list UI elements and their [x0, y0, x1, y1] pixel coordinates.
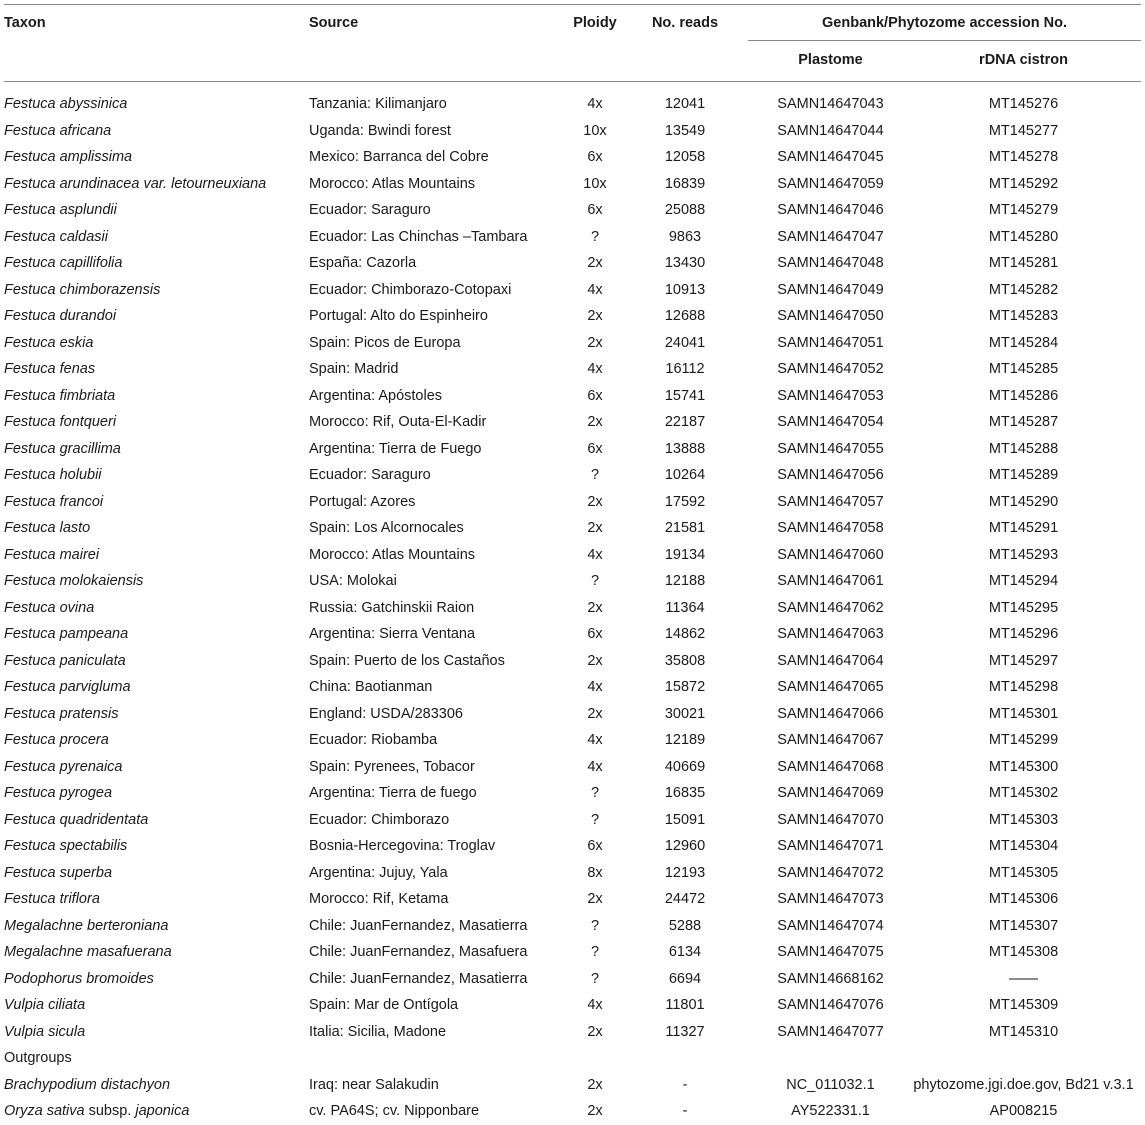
- plastome-cell: SAMN14647047: [777, 228, 884, 245]
- reads-cell: 12041: [664, 96, 706, 112]
- reads-cell: 25088: [664, 202, 706, 218]
- plastome-cell: SAMN14647055: [777, 440, 884, 457]
- table-row: [4, 224, 1141, 251]
- rdna-cell: MT145308: [988, 944, 1059, 960]
- rdna-cell: MT145292: [988, 175, 1059, 192]
- ploidy-cell: 2x: [587, 1023, 603, 1040]
- accession-subheader-rule: [748, 40, 1141, 41]
- taxon-cell: Festuca amplissima: [4, 149, 133, 165]
- taxon-cell: Vulpia ciliata: [4, 997, 86, 1013]
- reads-cell: -: [682, 1076, 688, 1093]
- source-cell: England: USDA/283306: [309, 705, 463, 722]
- source-cell: Spain: Madrid: [309, 361, 399, 377]
- reads-cell: 5288: [668, 917, 702, 934]
- source-cell: Morocco: Rif, Outa-El-Kadir: [309, 414, 487, 430]
- source-cell: Morocco: Rif, Ketama: [309, 891, 449, 907]
- source-cell: Spain: Picos de Europa: [309, 334, 461, 351]
- ploidy-cell: 2x: [587, 891, 603, 907]
- rdna-cell: MT145289: [988, 467, 1059, 483]
- taxon-cell: Festuca paniculata: [4, 652, 126, 669]
- ploidy-cell: ?: [590, 811, 600, 828]
- reads-cell: 12960: [664, 838, 706, 854]
- ploidy-cell: ?: [590, 228, 600, 245]
- header-ploidy: Ploidy: [573, 15, 617, 31]
- source-cell: Uganda: Bwindi forest: [309, 122, 451, 139]
- table-row: [4, 197, 1141, 224]
- taxon-cell: Festuca pyrogea: [4, 785, 113, 801]
- ploidy-cell: 2x: [587, 414, 603, 430]
- reads-cell: 13888: [664, 440, 706, 457]
- ploidy-cell: 2x: [587, 1103, 603, 1119]
- rdna-cell: MT145302: [988, 785, 1059, 801]
- outgroup-row: [4, 1072, 1141, 1099]
- table-row: [4, 701, 1141, 728]
- source-cell: cv. PA64S; cv. Nipponbare: [309, 1103, 480, 1119]
- source-cell: Argentina: Tierra de fuego: [309, 785, 477, 801]
- plastome-cell: SAMN14647058: [777, 520, 884, 536]
- rdna-cell: MT145279: [988, 202, 1059, 218]
- ploidy-cell: ?: [590, 917, 600, 934]
- plastome-cell: SAMN14647072: [777, 864, 884, 881]
- plastome-cell: SAMN14647063: [777, 626, 884, 642]
- plastome-cell: SAMN14647052: [777, 361, 884, 377]
- taxon-cell: Festuca fenas: [4, 361, 96, 377]
- taxon-cell: Festuca molokaiensis: [4, 573, 144, 589]
- table-row: [4, 595, 1141, 622]
- ploidy-cell: 4x: [587, 361, 603, 377]
- reads-cell: 16839: [664, 175, 706, 192]
- rdna-cell: MT145294: [988, 573, 1059, 589]
- rdna-cell: MT145277: [988, 122, 1059, 139]
- taxon-cell: Festuca arundinacea var. letourneuxiana: [4, 175, 267, 192]
- taxon-cell: Festuca caldasii: [4, 228, 108, 245]
- reads-cell: 24472: [664, 891, 706, 907]
- table-row: [4, 648, 1141, 675]
- rdna-cell: MT145284: [988, 334, 1059, 351]
- plastome-cell: SAMN14647043: [777, 96, 884, 112]
- rdna-cell: MT145283: [988, 308, 1059, 324]
- rdna-cell: MT145286: [988, 387, 1059, 404]
- rdna-cell: MT145290: [988, 493, 1059, 510]
- table-row: [4, 966, 1141, 993]
- ploidy-cell: 8x: [587, 864, 603, 881]
- reads-cell: 15741: [664, 387, 706, 404]
- header-taxon: Taxon: [4, 15, 46, 31]
- reads-cell: 11801: [665, 997, 705, 1013]
- plastome-cell: SAMN14647059: [777, 175, 884, 192]
- table-row: [4, 886, 1141, 913]
- rdna-cell: MT145310: [988, 1023, 1059, 1040]
- reads-cell: 15872: [664, 679, 706, 695]
- ploidy-cell: 6x: [587, 626, 603, 642]
- source-cell: Tanzania: Kilimanjaro: [309, 96, 447, 112]
- outgroups-label: Outgroups: [4, 1050, 72, 1066]
- table-row: [4, 913, 1141, 940]
- reads-cell: 16112: [665, 361, 705, 377]
- ploidy-cell: ?: [590, 944, 600, 960]
- plastome-cell: SAMN14647053: [777, 387, 884, 404]
- table-row: [4, 330, 1141, 357]
- header-plastome: Plastome: [798, 52, 863, 68]
- rdna-cell: MT145287: [988, 414, 1059, 430]
- table-row: [4, 436, 1141, 463]
- taxon-cell: [4, 1076, 170, 1094]
- reads-cell: 21581: [664, 520, 706, 536]
- ploidy-cell: 2x: [587, 520, 603, 536]
- reads-cell: 35808: [664, 652, 706, 669]
- source-cell: Chile: JuanFernandez, Masatierra: [309, 917, 528, 934]
- table-row: [4, 383, 1141, 410]
- source-cell: China: Baotianman: [309, 679, 433, 695]
- plastome-cell: SAMN14647048: [777, 255, 884, 271]
- taxon-cell: Festuca pampeana: [4, 626, 129, 642]
- taxon-cell: [4, 1102, 189, 1120]
- ploidy-cell: 2x: [587, 705, 603, 722]
- ploidy-cell: 6x: [587, 838, 603, 854]
- source-cell: Ecuador: Riobamba: [309, 732, 438, 748]
- source-cell: Spain: Mar de Ontígola: [309, 997, 459, 1013]
- outgroups-label-row: [4, 1045, 1141, 1072]
- rdna-cell: MT145307: [988, 917, 1059, 934]
- table-row: [4, 807, 1141, 834]
- rdna-cell: MT145295: [988, 599, 1059, 616]
- source-cell: Ecuador: Chimborazo: [309, 811, 450, 828]
- rdna-cell: phytozome.jgi.doe.gov, Bd21 v.3.1: [913, 1076, 1134, 1093]
- taxon-cell: Festuca procera: [4, 732, 109, 748]
- table-row: [4, 91, 1141, 118]
- header-reads: No. reads: [651, 15, 719, 31]
- reads-cell: 12688: [664, 308, 706, 324]
- source-cell: Mexico: Barranca del Cobre: [309, 149, 489, 165]
- plastome-cell: SAMN14647046: [777, 202, 884, 218]
- taxon-cell: Festuca abyssinica: [4, 96, 128, 112]
- ploidy-cell: 6x: [587, 440, 603, 457]
- rdna-cell: MT145278: [988, 149, 1059, 165]
- taxon-cell: Festuca africana: [4, 122, 112, 139]
- plastome-cell: SAMN14647068: [777, 758, 884, 775]
- plastome-cell: SAMN14668162: [777, 970, 884, 987]
- plastome-cell: SAMN14647061: [777, 573, 884, 589]
- table-row: [4, 250, 1141, 277]
- plastome-cell: SAMN14647069: [777, 785, 884, 801]
- table-row: [4, 992, 1141, 1019]
- source-cell: Ecuador: Chimborazo-Cotopaxi: [309, 281, 512, 298]
- plastome-cell: SAMN14647050: [777, 308, 884, 324]
- plastome-cell: SAMN14647056: [777, 467, 884, 483]
- source-cell: Chile: JuanFernandez, Masatierra: [309, 970, 528, 987]
- header-accession-group: Genbank/Phytozome accession No.: [822, 15, 1067, 31]
- ploidy-cell: 6x: [587, 387, 603, 404]
- ploidy-cell: 2x: [587, 334, 603, 351]
- table-body: [4, 91, 1141, 1125]
- ploidy-cell: 2x: [587, 308, 603, 324]
- plastome-cell: SAMN14647074: [777, 917, 884, 934]
- taxon-cell: Festuca gracillima: [4, 440, 121, 457]
- ploidy-cell: 2x: [587, 599, 603, 616]
- plastome-cell: SAMN14647057: [777, 493, 884, 510]
- rdna-cell: MT145298: [988, 679, 1059, 695]
- reads-cell: 12188: [664, 573, 706, 589]
- plastome-cell: SAMN14647062: [777, 599, 884, 616]
- plastome-cell: AY522331.1: [791, 1103, 870, 1119]
- ploidy-cell: 10x: [583, 175, 607, 192]
- rdna-cell: MT145300: [988, 758, 1059, 775]
- reads-cell: 16835: [664, 785, 706, 801]
- reads-cell: 17592: [664, 493, 706, 510]
- header-rdna: rDNA cistron: [979, 52, 1068, 68]
- taxon-cell: Festuca asplundii: [4, 202, 117, 218]
- rdna-cell: MT145303: [988, 811, 1059, 828]
- taxon-name: Brachypodium distachyon: [4, 1076, 171, 1093]
- source-cell: Bosnia-Hercegovina: Troglav: [309, 838, 496, 854]
- rdna-cell: MT145301: [988, 705, 1059, 722]
- table-row: [4, 1019, 1141, 1046]
- taxon-cell: Festuca holubii: [4, 467, 102, 483]
- reads-cell: 10913: [664, 281, 706, 298]
- reads-cell: 14862: [664, 626, 706, 642]
- header-bottom-rule: [4, 81, 1141, 82]
- taxon-cell: Podophorus bromoides: [4, 970, 154, 987]
- plastome-cell: SAMN14647067: [777, 732, 884, 748]
- ploidy-cell: 4x: [587, 997, 603, 1013]
- ploidy-cell: 2x: [587, 255, 603, 271]
- table-row: [4, 303, 1141, 330]
- taxon-cell: Festuca quadridentata: [4, 811, 149, 828]
- reads-cell: 12193: [664, 864, 706, 881]
- taxon-cell: Megalachne berteroniana: [4, 917, 169, 934]
- table-row: [4, 939, 1141, 966]
- table-row: [4, 727, 1141, 754]
- source-cell: Argentina: Jujuy, Yala: [309, 864, 448, 881]
- ploidy-cell: 4x: [587, 96, 603, 112]
- rdna-cell: MT145288: [988, 440, 1059, 457]
- source-cell: Spain: Los Alcornocales: [309, 520, 464, 536]
- source-cell: Portugal: Azores: [309, 493, 416, 510]
- table-row: [4, 515, 1141, 542]
- taxon-cell: Festuca fontqueri: [4, 414, 117, 430]
- table-row: [4, 118, 1141, 145]
- rdna-cell: MT145305: [988, 864, 1059, 881]
- taxon-cell: Festuca ovina: [4, 599, 95, 616]
- source-cell: Argentina: Tierra de Fuego: [309, 440, 482, 457]
- ploidy-cell: 2x: [587, 652, 603, 669]
- source-cell: Argentina: Apóstoles: [309, 387, 443, 404]
- ploidy-cell: 4x: [587, 546, 603, 563]
- source-cell: Spain: Puerto de los Castaños: [309, 652, 505, 669]
- table-row: [4, 144, 1141, 171]
- plastome-cell: SAMN14647070: [777, 811, 884, 828]
- reads-cell: 6134: [668, 944, 702, 960]
- plastome-cell: SAMN14647077: [777, 1023, 884, 1040]
- rdna-cell: MT145280: [988, 228, 1059, 245]
- table-row: [4, 489, 1141, 516]
- table-row: [4, 462, 1141, 489]
- rdna-cell: AP008215: [989, 1103, 1058, 1119]
- ploidy-cell: ?: [590, 573, 600, 589]
- table-row: [4, 568, 1141, 595]
- reads-cell: 24041: [664, 334, 706, 351]
- ploidy-cell: 10x: [583, 122, 607, 139]
- taxon-cell: Festuca mairei: [4, 546, 100, 563]
- rdna-cell: MT145306: [988, 891, 1059, 907]
- ploidy-cell: 4x: [587, 281, 603, 298]
- rdna-cell: MT145276: [988, 96, 1059, 112]
- taxon-cell: Festuca pratensis: [4, 705, 119, 722]
- ploidy-cell: ?: [590, 970, 600, 987]
- table-row: [4, 833, 1141, 860]
- rdna-cell: ——: [1009, 970, 1038, 987]
- reads-cell: 13549: [664, 122, 706, 139]
- ploidy-cell: 2x: [587, 1076, 603, 1093]
- taxon-rank: subsp.: [84, 1103, 136, 1119]
- source-cell: Ecuador: Las Chinchas –Tambara: [309, 228, 528, 245]
- reads-cell: 12058: [664, 149, 706, 165]
- table-top-rule: [4, 4, 1141, 5]
- taxon-cell: Festuca superba: [4, 864, 113, 881]
- source-cell: Morocco: Atlas Mountains: [309, 546, 476, 563]
- source-cell: Ecuador: Saraguro: [309, 202, 431, 218]
- plastome-cell: SAMN14647065: [777, 679, 884, 695]
- reads-cell: 19134: [664, 546, 706, 563]
- ploidy-cell: 6x: [587, 202, 603, 218]
- reads-cell: 15091: [664, 811, 706, 828]
- table-row: [4, 542, 1141, 569]
- plastome-cell: SAMN14647044: [777, 122, 884, 139]
- plastome-cell: SAMN14647045: [777, 149, 884, 165]
- reads-cell: 11327: [665, 1023, 705, 1040]
- ploidy-cell: ?: [590, 785, 600, 801]
- taxon-cell: Festuca pyrenaica: [4, 758, 123, 775]
- table-row: [4, 171, 1141, 198]
- taxon-cell: Festuca capillifolia: [4, 255, 123, 271]
- plastome-cell: SAMN14647051: [777, 334, 884, 351]
- reads-cell: 10264: [664, 467, 706, 483]
- taxon-cell: Festuca eskia: [4, 334, 94, 351]
- source-cell: Spain: Pyrenees, Tobacor: [309, 758, 475, 775]
- rdna-cell: MT145285: [988, 361, 1059, 377]
- source-cell: Morocco: Atlas Mountains: [309, 175, 476, 192]
- plastome-cell: SAMN14647076: [777, 997, 884, 1013]
- rdna-cell: MT145281: [988, 255, 1059, 271]
- rdna-cell: MT145304: [988, 838, 1059, 854]
- taxon-cell: Vulpia sicula: [4, 1023, 86, 1040]
- plastome-cell: SAMN14647071: [777, 838, 884, 854]
- plastome-cell: SAMN14647066: [777, 705, 884, 722]
- reads-cell: 9863: [668, 228, 702, 245]
- source-cell: Portugal: Alto do Espinheiro: [309, 308, 488, 324]
- taxon-cell: Festuca francoi: [4, 493, 104, 510]
- taxon-infraspecific: japonica: [135, 1103, 190, 1119]
- source-cell: USA: Molokai: [309, 573, 397, 589]
- rdna-cell: MT145297: [988, 652, 1059, 669]
- source-cell: Chile: JuanFernandez, Masafuera: [309, 944, 528, 960]
- ploidy-cell: 4x: [587, 758, 603, 775]
- source-cell: Russia: Gatchinskii Raion: [309, 599, 475, 616]
- taxon-cell: Festuca triflora: [4, 891, 100, 907]
- reads-cell: 22187: [664, 414, 706, 430]
- plastome-cell: SAMN14647054: [777, 414, 884, 430]
- rdna-cell: MT145282: [988, 281, 1059, 298]
- table-row: [4, 409, 1141, 436]
- taxon-name: Oryza sativa: [4, 1103, 85, 1119]
- table-row: [4, 780, 1141, 807]
- source-cell: España: Cazorla: [309, 255, 417, 271]
- taxon-cell: Festuca durandoi: [4, 308, 117, 324]
- ploidy-cell: 2x: [587, 493, 603, 510]
- taxon-cell: Festuca lasto: [4, 520, 91, 536]
- taxon-cell: Festuca chimborazensis: [4, 281, 161, 298]
- reads-cell: 13430: [664, 255, 706, 271]
- ploidy-cell: 6x: [587, 149, 603, 165]
- table-row: [4, 356, 1141, 383]
- reads-cell: 12189: [664, 732, 706, 748]
- plastome-cell: SAMN14647075: [777, 944, 884, 960]
- table-row: [4, 674, 1141, 701]
- source-cell: Argentina: Sierra Ventana: [309, 626, 476, 642]
- reads-cell: 6694: [668, 970, 702, 987]
- ploidy-cell: 4x: [587, 679, 603, 695]
- plastome-cell: SAMN14647049: [777, 281, 884, 298]
- source-cell: Ecuador: Saraguro: [309, 467, 431, 483]
- plastome-cell: SAMN14647060: [777, 546, 884, 563]
- rdna-cell: MT145309: [988, 997, 1059, 1013]
- ploidy-cell: 4x: [587, 732, 603, 748]
- reads-cell: -: [682, 1103, 688, 1119]
- plastome-cell: SAMN14647073: [777, 891, 884, 907]
- rdna-cell: MT145296: [988, 626, 1059, 642]
- reads-cell: 11364: [665, 599, 705, 616]
- header-source: Source: [309, 15, 359, 31]
- table-row: [4, 860, 1141, 887]
- table-row: [4, 621, 1141, 648]
- reads-cell: 40669: [664, 758, 706, 775]
- reads-cell: 30021: [664, 705, 706, 722]
- taxon-cell: Festuca spectabilis: [4, 838, 128, 854]
- table-row: [4, 754, 1141, 781]
- rdna-cell: MT145293: [988, 546, 1059, 563]
- rdna-cell: MT145291: [988, 520, 1059, 536]
- plastome-cell: NC_011032.1: [786, 1076, 875, 1093]
- taxon-cell: Festuca parvigluma: [4, 679, 131, 695]
- rdna-cell: MT145299: [988, 732, 1059, 748]
- plastome-cell: SAMN14647064: [777, 652, 884, 669]
- source-cell: Italia: Sicilia, Madone: [309, 1023, 447, 1040]
- taxon-cell: Festuca fimbriata: [4, 387, 116, 404]
- table-row: [4, 277, 1141, 304]
- ploidy-cell: ?: [590, 467, 600, 483]
- taxon-cell: Megalachne masafuerana: [4, 944, 172, 960]
- source-cell: Iraq: near Salakudin: [309, 1076, 439, 1093]
